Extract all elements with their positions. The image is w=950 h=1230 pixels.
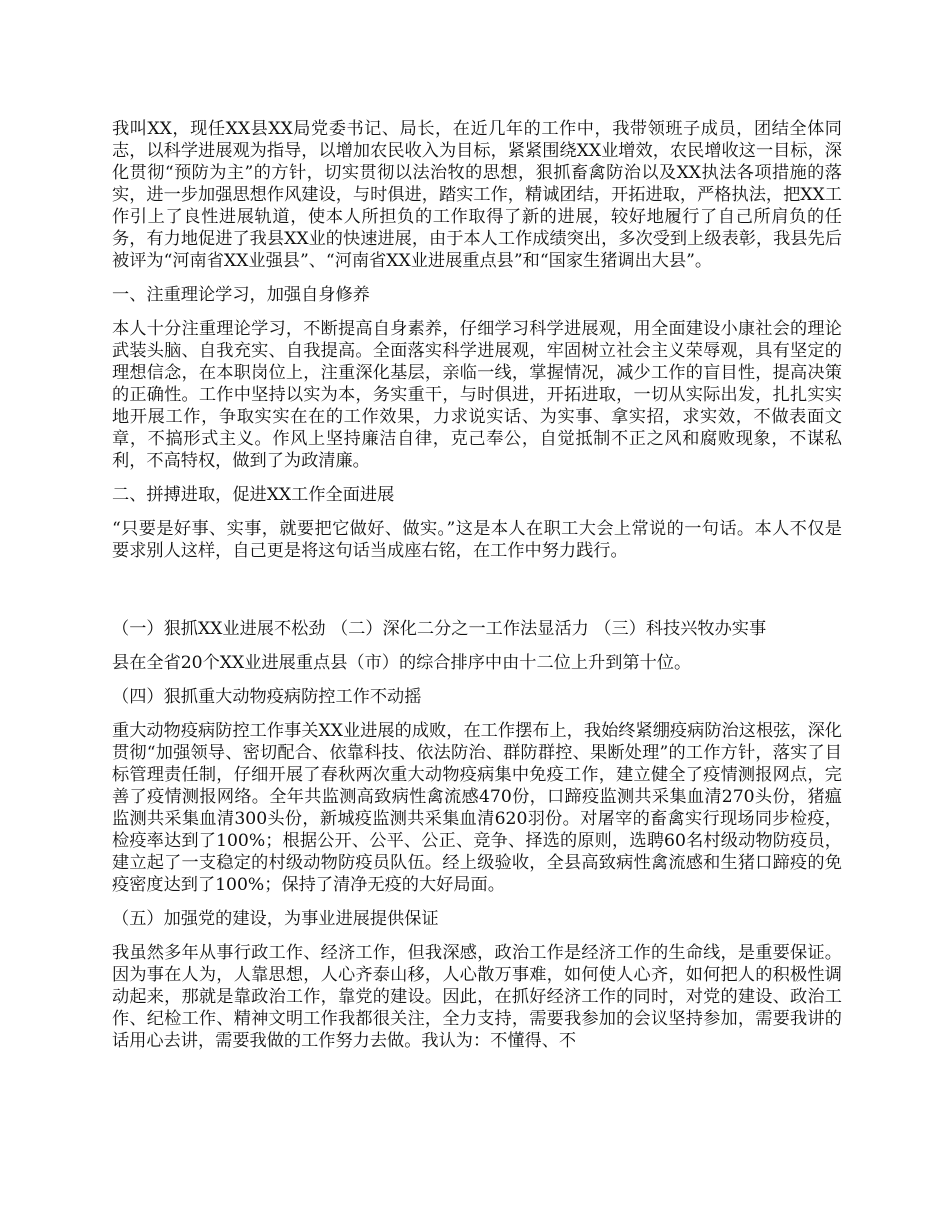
section-1-paragraph: 本人十分注重理论学习，不断提高自身素养，仔细学习科学进展观，用全面建设小康社会的理论武装头脑、自我充实、自我提高。全面落实科学进展观，牢固树立社会主义荣辱观，具有坚定的理想信念，在本职岗位上，注重深化基层，亲临一线，掌握情况，减少工作的盲目性，提高决策的正确性。工作中坚持以实为本，务实重干，与时俱进，开拓进取，一切从实际出发，扎扎实实地开展工作，争取实实在在的工作效果，力求说实话、为实事、拿实招，求实效，不做表面文章，不搞形式主义。作风上坚持廉洁自律，克己奉公，自觉抵制不正之风和腐败现象，不谋私利，不高特权，做到了为政清廉。 xyxy=(112,319,842,471)
subheadings-line: （一）狠抓XX业进展不松劲 （二）深化二分之一工作法显活力 （三）科技兴牧办实事 xyxy=(112,619,767,639)
disease-control-paragraph: 重大动物疫病防控工作事关XX业进展的成败，在工作摆布上，我始终紧绷疫病防治这根弦，深化贯彻“加强领导、密切配合、依靠科技、依法防治、群防群控、果断处理”的工作方针，落实了目标管理责任制，仔细开展了春秋两次重大动物疫病集中免疫工作，建立健全了疫情测报网点，完善了疫情测报网络。全年共监测高致病性禽流感470份，口蹄疫监测共采集血清270头份，猪瘟监测共采集血清300头份，新城疫监测共采集血清620羽份。对屠宰的畜禽实行现场同步检疫，检疫率达到了100%；根据公开、公平、公正、竞争、择选的原则，选聘60名村级动物防疫员，建立起了一支稳定的村级动物防疫员队伍。经上级验收，全县高致病性禽流感和生猪口蹄疫的免疫密度达到了100%；保持了清净无疫的大好局面。 xyxy=(112,721,842,895)
section-2-paragraph: “只要是好事、实事，就要把它做好、做实。”这是本人在职工大会上常说的一句话。本人不仅是要求别人这样，自己更是将这句话当成座右铭，在工作中努力践行。 xyxy=(112,519,842,561)
document-page xyxy=(112,118,842,1052)
subheading-4: （四）狠抓重大动物疫病防控工作不动摇 xyxy=(112,687,422,707)
subheading-5: （五）加强党的建设，为事业进展提供保证 xyxy=(112,909,439,929)
intro-paragraph: 我叫XX，现任XX县XX局党委书记、局长，在近几年的工作中，我带领班子成员，团结全体同志，以科学进展观为指导，以增加农民收入为目标，紧紧围绕XX业增效，农民增收这一目标，深化贯彻“预防为主”的方针，切实贯彻以法治牧的思想，狠抓畜禽防治以及XX执法各项措施的落实，进一步加强思想作风建设，与时俱进，踏实工作，精诚团结，开拓进取，严格执法，把XX工作引上了良性进展轨道，使本人所担负的工作取得了新的进展，较好地履行了自己所肩负的任务，有力地促进了我县XX业的快速进展，由于本人工作成绩突出，多次受到上级表彰，我县先后被评为“河南省XX业强县”、“河南省XX业进展重点县”和“国家生猪调出大县”。 xyxy=(112,119,842,271)
section-heading-2: 二、拼搏进取，促进XX工作全面进展 xyxy=(112,485,395,505)
section-heading-1: 一、注重理论学习，加强自身修养 xyxy=(112,285,370,305)
party-building-paragraph: 我虽然多年从事行政工作、经济工作，但我深感，政治工作是经济工作的生命线，是重要保证。因为事在人为，人靠思想，人心齐泰山移，人心散万事难，如何使人心齐，如何把人的积极性调动起来，那就是靠政治工作，靠党的建设。因此，在抓好经济工作的同时，对党的建设、政治工作、纪检工作、精神文明工作我都很关注，全力支持，需要我参加的会议坚持参加，需要我讲的话用心去讲，需要我做的工作努力去做。我认为：不懂得、不 xyxy=(112,943,842,1051)
ranking-paragraph: 县在全省20个XX业进展重点县（市）的综合排序中由十二位上升到第十位。 xyxy=(112,653,692,673)
